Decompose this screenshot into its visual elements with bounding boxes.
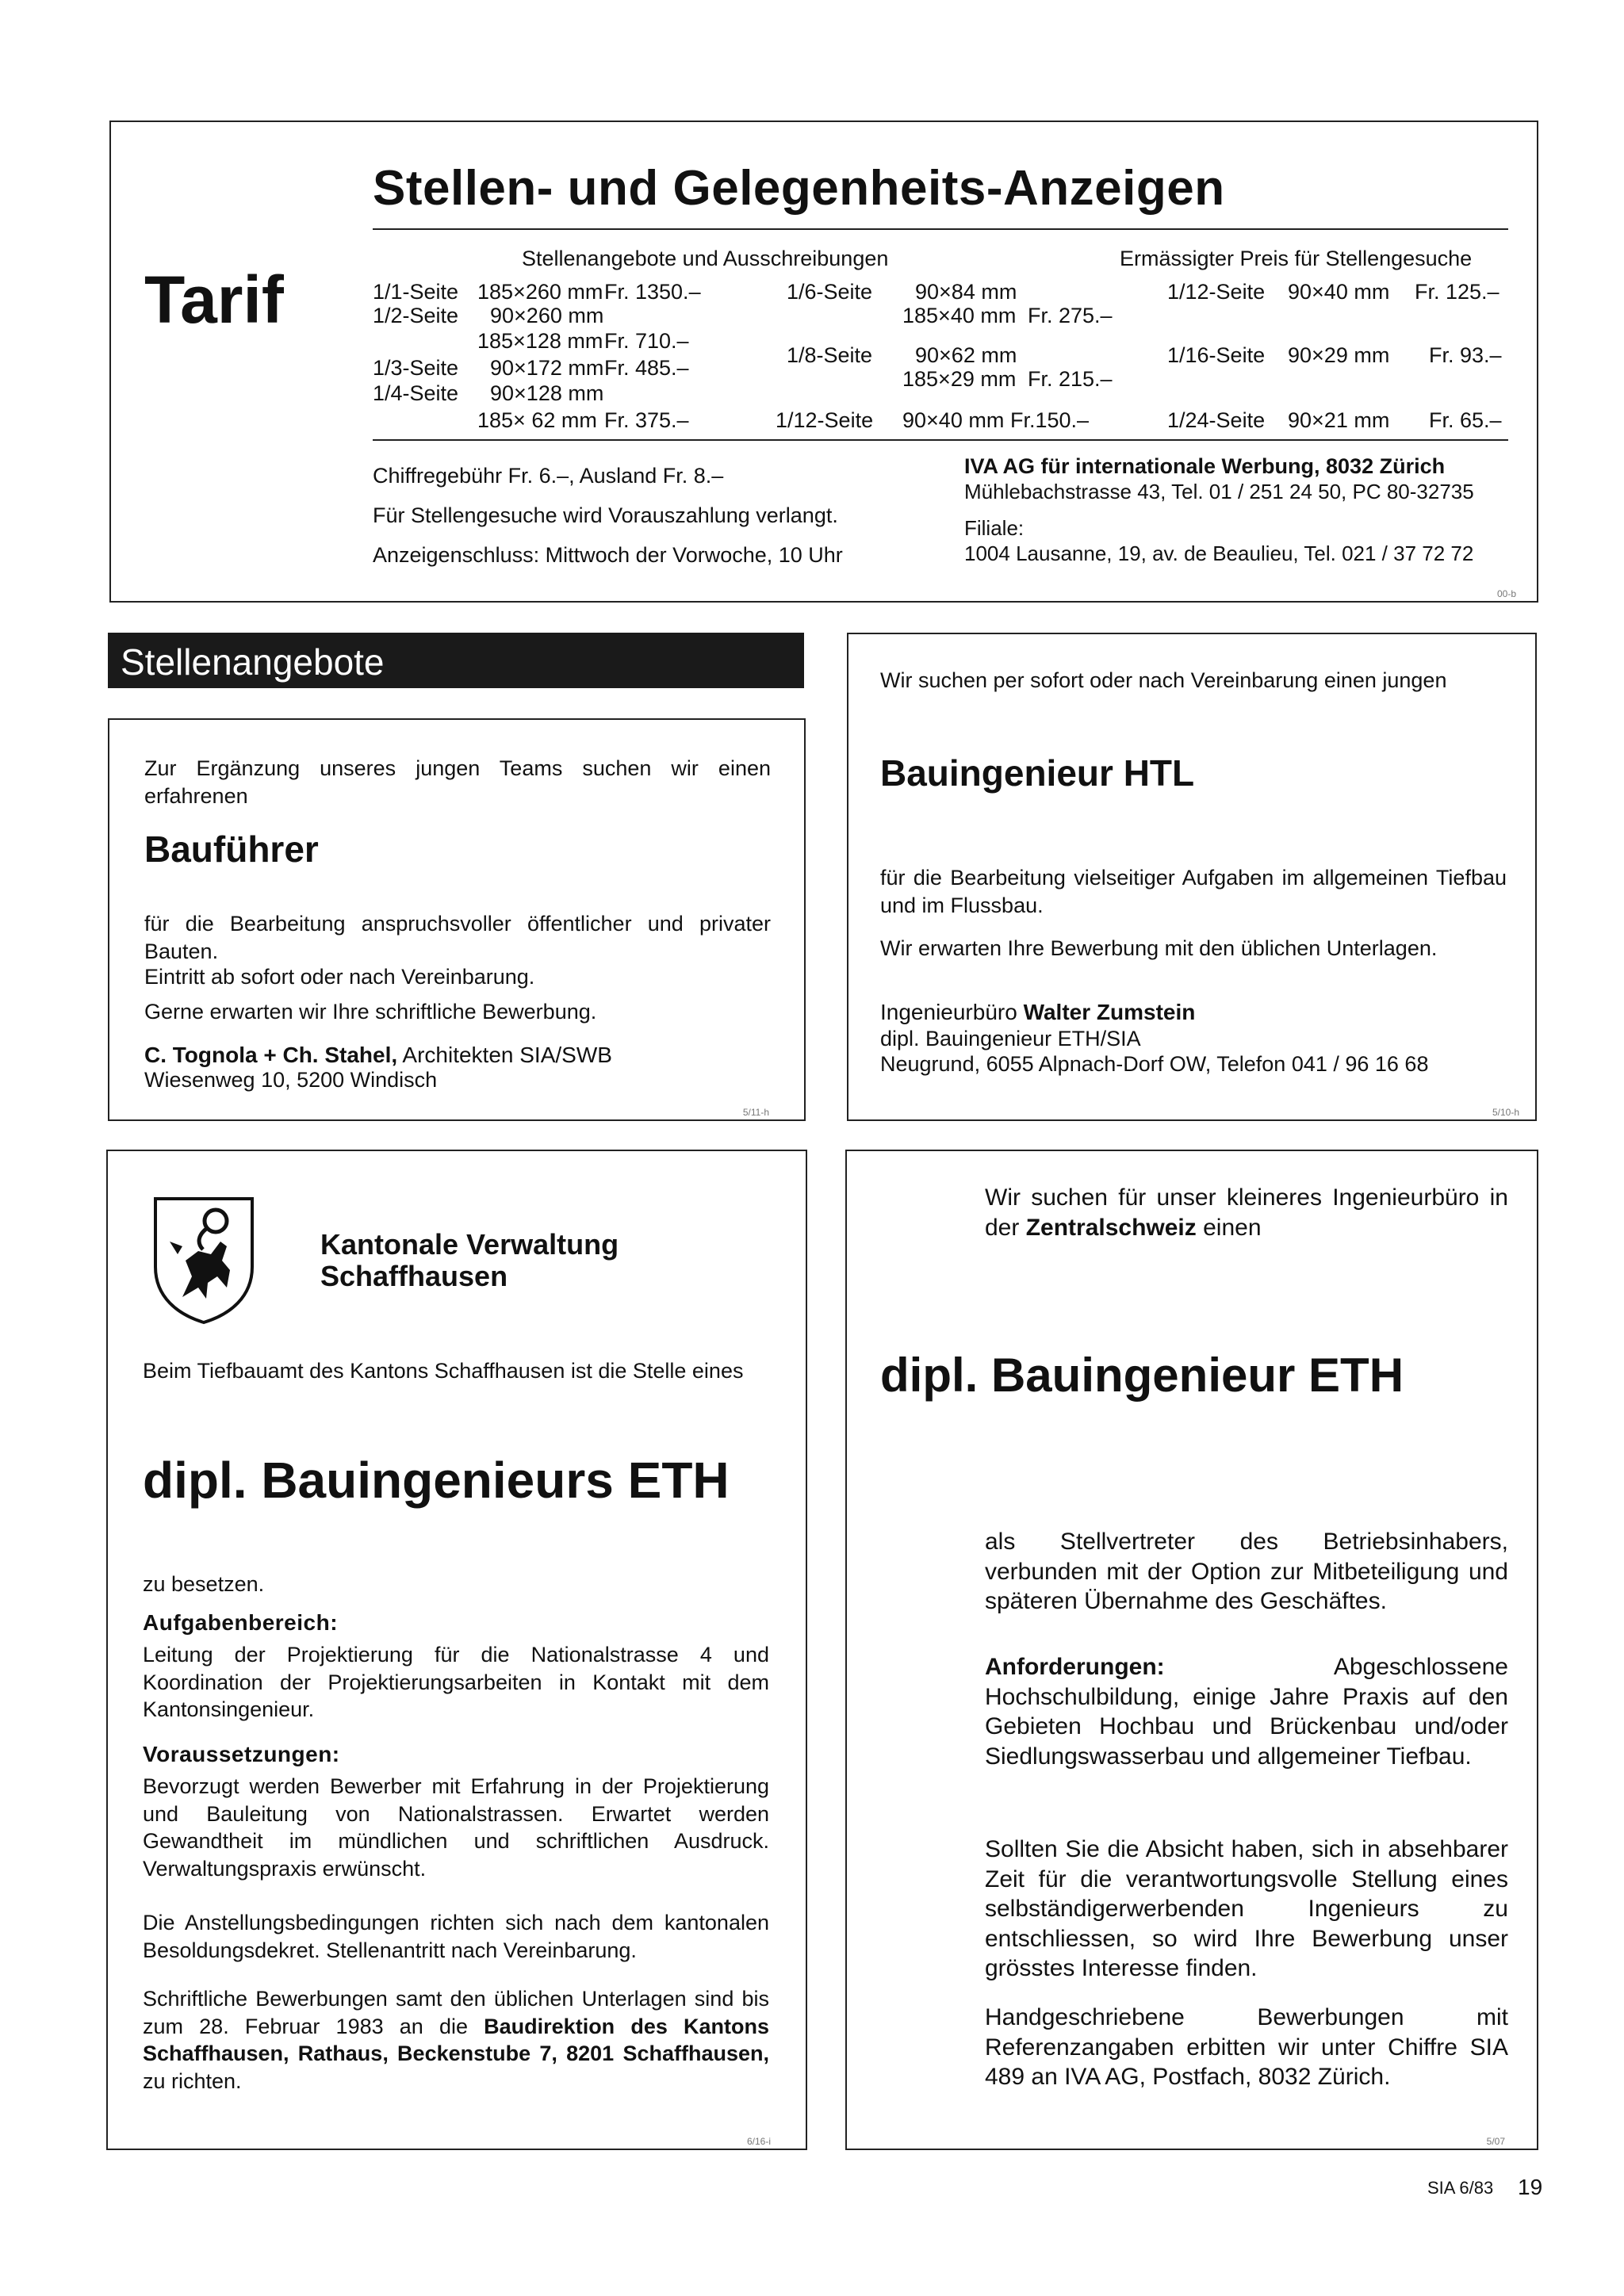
cipher-fee: Chiffregebühr Fr. 6.–, Ausland Fr. 8.– [373,464,724,488]
rate-dim: 185×128 mm [477,329,603,353]
signature-name: Walter Zumstein [1023,1000,1196,1024]
section-heading: Aufgabenbereich: [143,1610,339,1635]
ad-signature [880,1001,1195,1025]
rate-dim: 90×128 mm [490,381,604,405]
ad-paragraph: Wir erwarten Ihre Bewerbung mit den üblichen Unterlagen. [880,936,1438,960]
rate-size: 1/12-Seite [776,408,874,432]
ad-signature-title: dipl. Bauingenieur ETH/SIA [880,1027,1141,1050]
job-ad-schaffhausen [106,1150,807,2150]
rate-dim: 90×84 mm [915,280,1017,304]
ad-code: 5/10-h [1492,1107,1519,1118]
rate-price: Fr. 485.– [604,356,689,380]
tarif-label: Tarif [144,262,284,337]
ad-code: 00-b [1496,588,1516,599]
ad-address: Wiesenweg 10, 5200 Windisch [144,1068,438,1092]
ad-paragraph-apply [143,1985,769,2095]
ad-paragraph: Eintritt ab sofort oder nach Vereinbarung. [144,965,535,989]
ad-intro: Beim Tiefbauamt des Kantons Schaffhausen ist die Stelle eines [143,1359,744,1383]
col-header-right: Ermässigter Preis für Stellengesuche [1120,247,1473,270]
rate-size: 1/16-Seite [1167,343,1266,367]
section-heading: Voraussetzungen: [143,1742,340,1766]
ad-intro [985,1183,1508,1244]
rate-price: Fr. 375.– [604,408,689,432]
rate-dim: 90×40 mm [1288,280,1390,304]
ad-title: Bauingenieur HTL [880,752,1195,794]
ad-signature [144,1043,612,1068]
prepayment-note: Für Stellengesuche wird Vorauszahlung verlangt. [373,503,838,527]
job-ad-bauingenieur-eth [845,1150,1538,2150]
requirements-label: Anforderungen: [985,1654,1165,1680]
ad-intro: Wir suchen per sofort oder nach Vereinbarung einen jungen [880,668,1447,692]
ad-paragraph: zu besetzen. [143,1572,265,1596]
rate-dim: 90×29 mm [1288,343,1390,367]
divider [373,228,1508,230]
ad-paragraph: für die Bearbeitung vielseitiger Aufgaben im allgemeinen Tiefbau und im Flussbau. [880,866,1507,917]
branch-address: 1004 Lausanne, 19, av. de Beaulieu, Tel. 021 / 37 72 72 [964,541,1474,565]
col-header-left: Stellenangebote und Ausschreibungen [522,247,889,270]
coat-of-arms [151,1194,257,1326]
ad-title: dipl. Bauingenieur ETH [880,1349,1404,1402]
rate-dim: 185× 62 mm [477,408,597,432]
ad-paragraph: für die Bearbeitung anspruchsvoller öffentlicher und privater Bauten. [144,912,771,963]
apply-suffix: zu richten. [143,2068,242,2093]
rate-price: Fr. 1350.– [604,280,701,304]
page-number: 19 [1518,2175,1543,2199]
ad-paragraph: Bevorzugt werden Bewerber mit Erfahrung in der Projektierung und Bauleitung von Nationalstrassen. Erwartet werden Gewandtheit im mündlichen und schriftlichen Ausdruck. Verwaltungspraxis erwünscht. [143,1774,769,1881]
ad-paragraph: als Stellvertreter des Betriebsinhabers, verbunden mit der Option zur Mitbeteiligung und späteren Übernahme des Geschäftes. [985,1529,1508,1614]
ad-paragraph-requirements [985,1652,1508,1771]
apply-address: Baudirektion des Kantons Schaffhausen, Rathaus, Beckenstube 7, 8201 Schaffhausen, [143,2014,770,2066]
divider [373,439,1508,441]
ad-paragraph: Gerne erwarten wir Ihre schriftliche Bewerbung. [144,1000,597,1024]
branch-label: Filiale: [964,516,1025,540]
rate-dim: 185×29 mm [902,367,1017,391]
org-name-line2: Schaffhausen [320,1260,508,1292]
agency-name: IVA AG für internationale Werbung, 8032 Zürich [964,454,1446,478]
ad-paragraph: Handgeschriebene Bewerbungen mit Referenzangaben erbitten wir unter Chiffre SIA 489 an IVA AG, Postfach, 8032 Zürich. [985,2004,1508,2090]
tarif-box [109,121,1538,603]
rate-size: 1/8-Seite [787,343,873,367]
signature-prefix: Ingenieurbüro [880,1000,1024,1024]
rate-dim: 90×260 mm [490,304,604,327]
ad-address: Neugrund, 6055 Alpnach-Dorf OW, Telefon 041 / 96 16 68 [880,1052,1429,1076]
issue-label: SIA 6/83 [1427,2178,1494,2198]
rate-dim: 185×260 mm [477,280,603,304]
intro-text: Wir suchen für unser kleineres Ingenieurbüro in der [985,1184,1508,1242]
rate-size: 1/1-Seite [373,280,459,304]
rate-dim: 90×172 mm [490,356,604,380]
deadline-note: Anzeigenschluss: Mittwoch der Vorwoche, 10 Uhr [373,543,843,567]
rate-dim: 90×62 mm [915,343,1017,367]
rate-price: Fr. 125.– [1415,280,1500,304]
rate-dim: 90×40 mm [902,408,1005,432]
rate-size: 1/6-Seite [787,280,873,304]
rate-size: 1/24-Seite [1167,408,1266,432]
rate-price: Fr. 710.– [604,329,689,353]
apply-text: Schriftliche Bewerbungen samt den üblichen Unterlagen sind bis zum 28. Februar 1983 an die [143,1987,769,2038]
signature-title: Architekten SIA/SWB [397,1043,612,1067]
section-banner [108,633,804,688]
section-title: Stellenangebote [121,641,385,683]
ad-intro: Zur Ergänzung unseres jungen Teams suchen wir einen erfahrenen [144,756,771,808]
rate-size: 1/12-Seite [1167,280,1266,304]
rate-dim: 185×40 mm [902,304,1017,327]
rate-price: Fr. 65.– [1429,408,1502,432]
rate-price: Fr. 275.– [1028,304,1113,327]
rate-size: 1/4-Seite [373,381,459,405]
rate-size: 1/2-Seite [373,304,459,327]
rate-price: Fr.150.– [1010,408,1090,432]
ad-paragraph: Leitung der Projektierung für die Nationalstrasse 4 und Koordination der Projektierungsarbeiten in Kontakt mit dem Kantonsingenieur. [143,1643,769,1722]
ad-code: 5/07 [1486,2136,1505,2147]
ad-title: dipl. Bauingenieurs ETH [143,1452,730,1509]
ad-title: Bauführer [144,828,319,870]
job-ad-baufuehrer [108,718,806,1121]
signature-name: C. Tognola + Ch. Stahel, [144,1043,398,1067]
intro-suffix: einen [1196,1215,1262,1242]
tarif-heading: Stellen- und Gelegenheits-Anzeigen [373,161,1225,216]
agency-address: Mühlebachstrasse 43, Tel. 01 / 251 24 50, PC 80-32735 [964,480,1474,503]
ad-code: 6/16-i [746,2136,771,2147]
intro-region: Zentralschweiz [1025,1215,1197,1242]
rate-dim: 90×21 mm [1288,408,1390,432]
org-name: Kantonale Verwaltung [320,1228,619,1261]
rate-price: Fr. 93.– [1429,343,1502,367]
rate-price: Fr. 215.– [1028,367,1113,391]
rate-size: 1/3-Seite [373,356,459,380]
job-ad-bauingenieur-htl [847,633,1537,1121]
ad-paragraph: Die Anstellungsbedingungen richten sich nach dem kantonalen Besoldungsdekret. Stellenantritt nach Vereinbarung. [143,1911,769,1962]
ad-code: 5/11-h [742,1107,769,1118]
ad-paragraph: Sollten Sie die Absicht haben, sich in absehbarer Zeit für die verantwortungsvolle Stellung eines selbständigerwerbenden Ingenieurs zu entschliessen, so wird Ihre Bewerbung unser grösstes Interesse finden. [985,1836,1508,1981]
requirements-text: Abgeschlossene Hochschulbildung, einige Jahre Praxis auf den Gebieten Hochbau und Brückenbau und/oder Siedlungswasserbau und allgemeiner Tiefbau. [985,1654,1508,1770]
